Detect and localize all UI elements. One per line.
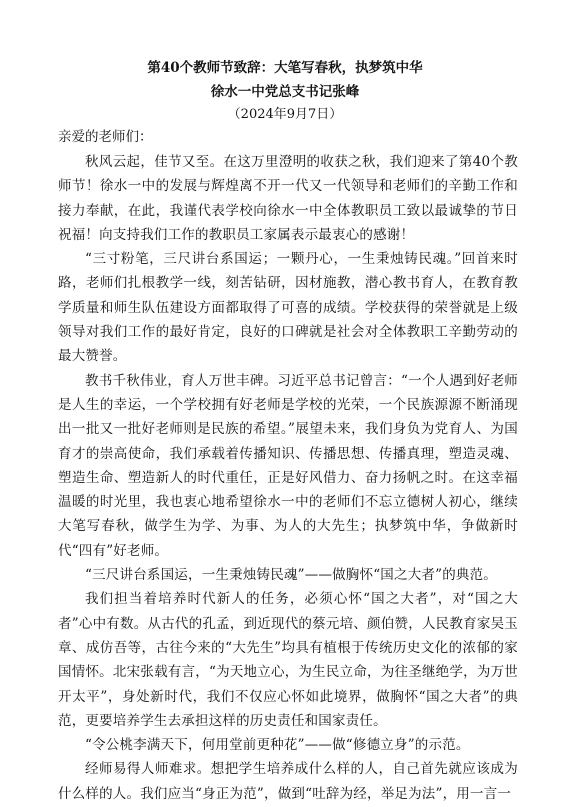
paragraph-moral-example: 经师易得人师难求。想把学生培养成什么样的人，自己首先就应该成为什么样的人。我们应当“身正为范”，做到“吐辞为经，举足为法”，用一言一 xyxy=(58,761,518,802)
paragraph-opening: 秋风云起，佳节又至。在这万里澄明的收获之秋，我们迎来了第40个教师节！徐水一中的发展与辉煌离不开一代又一代领导和老师们的辛勤工作和接力奉献，在此，我谨代表学校向徐水一中全体教职员工致以最诚挚的节日祝福！向支持我们工作的教职员工家属表示最衷心的感谢！ xyxy=(58,154,518,243)
paragraph-national-mission: 我们担当着培养时代新人的任务，必须心怀“国之大者”，对“国之大者”心中有数。从古代的孔孟，到近现代的蔡元培、颜伯赞，人民教育家吴玉章、成仿吾等，古往今来的“大先生”均具有植根于传统历史文化的浓郁的家国情怀。北宋张载有言，“为天地立心，为生民立命，为往圣继绝学，为万世开太平”，身处新时代，我们不仅应心怀如此境界，做胸怀“国之大者”的典范，更要培养学生去承担这样的历史责任和国家责任。 xyxy=(58,591,518,729)
section-heading-moral-example: “令公桃李满天下，何用堂前更种花”——做“修德立身”的示范。 xyxy=(85,737,470,754)
document-author: 徐水一中党总支书记张峰 xyxy=(210,84,360,100)
section-heading-national-mission: “三尺讲台系国运，一生秉烛铸民魂”——做胸怀“国之大者”的典范。 xyxy=(85,567,498,584)
paragraph-outlook: 教书千秋伟业，育人万世丰碑。习近平总书记曾言：“一个人遇到好老师是人生的幸运，一个学校拥有好老师是学校的光荣，一个民族源源不断涌现出一批又一批好老师则是民族的希望。”展望未来，我们身负为党育人、为国育才的崇高使命，我们承载着传播知识、传播思想、传播真理，塑造灵魂、塑造生命、塑造新人的时代重任，正是好风借力、奋力扬帆之时。在这幸福温暖的时光里，我也衷心地希望徐水一中的老师们不忘立德树人初心，继续大笔写春秋，做学生为学、为事、为人的大先生；执梦筑中华，争做新时代“四有”好老师。 xyxy=(58,372,518,559)
document-body xyxy=(58,150,518,806)
salutation: 亲爱的老师们： xyxy=(58,129,153,145)
document-title: 第40个教师节致辞：大笔写春秋，执梦筑中华 xyxy=(147,60,423,76)
paragraph-achievements: “三寸粉笔，三尺讲台系国运；一颗丹心，一生秉烛铸民魂。”回首来时路，老师们扎根教学一线，刻苦钻研，因材施教，潜心教书育人，在教育教学质量和师生队伍建设方面都取得了可喜的成绩。学校获得的荣誉就是上级领导对我们工作的最好肯定，良好的口碑就是社会对全体教职工辛勤劳动的最大赞誉。 xyxy=(58,251,518,365)
document-date: （2024年9月7日） xyxy=(227,107,343,122)
